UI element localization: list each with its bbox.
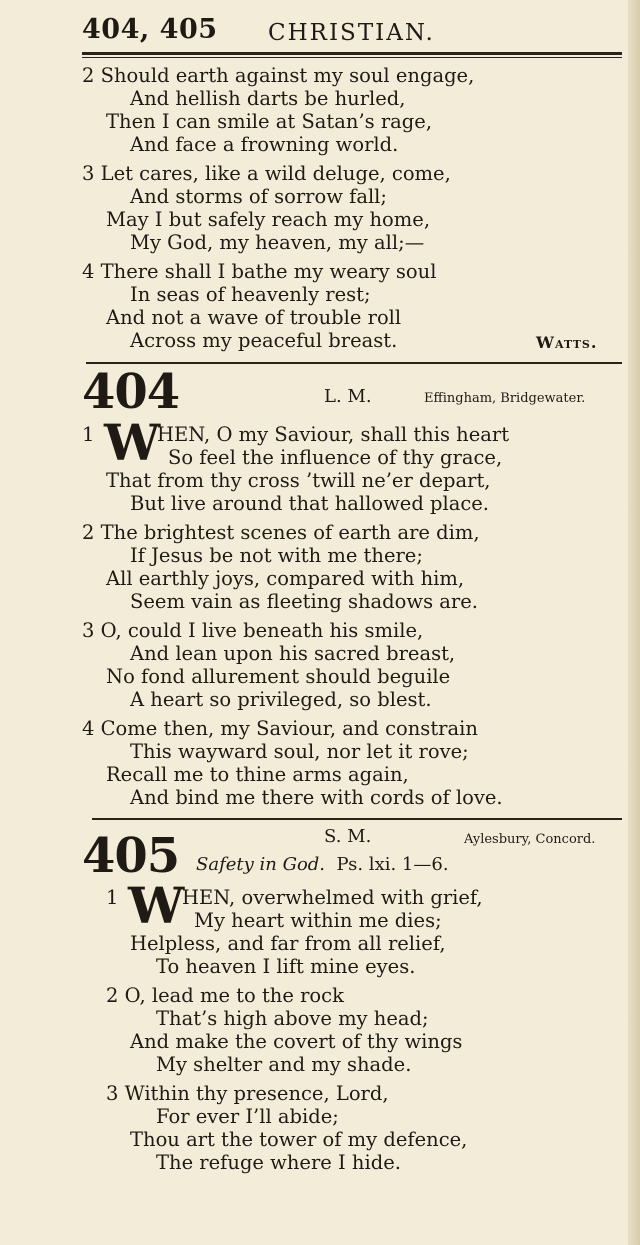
stanza-number: 2 xyxy=(106,984,119,1007)
stanza-number: 3 xyxy=(106,1082,119,1105)
section-title: CHRISTIAN. xyxy=(268,20,435,46)
stanza-number: 1 xyxy=(106,886,119,909)
header-rule-thin xyxy=(82,57,622,58)
stanza-line: And not a wave of trouble roll xyxy=(106,306,402,329)
hymn-number: 404 xyxy=(82,364,180,420)
drop-cap: W xyxy=(128,876,185,935)
stanza-number: 2 xyxy=(82,521,95,544)
page-numbers: 404, 405 xyxy=(82,14,218,45)
stanza-line: To heaven I lift mine eyes. xyxy=(156,955,416,978)
stanza-number: 3 xyxy=(82,162,95,185)
stanza-line: Then I can smile at Satan’s rage, xyxy=(106,110,433,133)
stanza-line: HEN, overwhelmed with grief, xyxy=(182,886,483,909)
stanza-line: My shelter and my shade. xyxy=(156,1053,412,1076)
hymn-meter: S. M. xyxy=(324,826,372,847)
stanza-line: And lean upon his sacred breast, xyxy=(130,642,456,665)
stanza-line: That’s high above my head; xyxy=(156,1007,429,1030)
stanza-line: And bind me there with cords of love. xyxy=(130,786,503,809)
stanza-line: For ever I’ll abide; xyxy=(156,1105,339,1128)
hymn-subtitle xyxy=(196,854,449,875)
stanza-line: 2 The brightest scenes of earth are dim, xyxy=(82,521,480,544)
stanza-line xyxy=(82,423,94,446)
stanza-line: May I but safely reach my home, xyxy=(106,208,431,231)
stanza-line: 3 Within thy presence, Lord, xyxy=(106,1082,389,1105)
stanza-line: That from thy cross ’twill ne’er depart, xyxy=(106,469,491,492)
stanza-line: This wayward soul, nor let it rove; xyxy=(130,740,469,763)
hymn-meter: L. M. xyxy=(324,386,372,407)
stanza-line: 3 Let cares, like a wild deluge, come, xyxy=(82,162,451,185)
stanza-line: And storms of sorrow fall; xyxy=(130,185,387,208)
stanza-line: And hellish darts be hurled, xyxy=(130,87,406,110)
stanza-line: Recall me to thine arms again, xyxy=(106,763,409,786)
page-edge xyxy=(628,0,640,1245)
stanza-line: In seas of heavenly rest; xyxy=(130,283,371,306)
stanza-line: 2 O, lead me to the rock xyxy=(106,984,344,1007)
stanza-line: Helpless, and far from all relief, xyxy=(130,932,446,955)
hymn-number: 405 xyxy=(82,828,180,884)
stanza-line: 4 Come then, my Saviour, and constrain xyxy=(82,717,478,740)
scripture-reference: Ps. lxi. 1—6. xyxy=(336,854,449,875)
stanza-number: 4 xyxy=(82,260,95,283)
stanza-line: 4 There shall I bathe my weary soul xyxy=(82,260,437,283)
stanza-line: If Jesus be not with me there; xyxy=(130,544,423,567)
stanza-line: Across my peaceful breast. xyxy=(130,329,398,352)
subtitle-theme: Safety in God. xyxy=(196,854,326,875)
stanza-line: But live around that hallowed place. xyxy=(130,492,490,515)
stanza-line: And make the covert of thy wings xyxy=(130,1030,463,1053)
stanza-line xyxy=(106,886,118,909)
tune-names: Effingham, Bridgewater. xyxy=(424,391,586,406)
stanza-line: Thou art the tower of my defence, xyxy=(130,1128,468,1151)
stanza-line: Seem vain as fleeting shadows are. xyxy=(130,590,478,613)
stanza-number: 3 xyxy=(82,619,95,642)
stanza-number: 1 xyxy=(82,423,95,446)
stanza-line: 3 O, could I live beneath his smile, xyxy=(82,619,424,642)
stanza-line: No fond allurement should beguile xyxy=(106,665,451,688)
header-rule xyxy=(82,52,622,55)
stanza-line: A heart so privileged, so blest. xyxy=(130,688,432,711)
stanza-line: And face a frowning world. xyxy=(130,133,399,156)
tune-names: Aylesbury, Concord. xyxy=(464,832,596,847)
hymn-divider xyxy=(92,818,622,820)
stanza-line: So feel the influence of thy grace, xyxy=(168,446,503,469)
stanza-line: My heart within me dies; xyxy=(194,909,442,932)
drop-cap: W xyxy=(104,413,161,472)
stanza-number: 2 xyxy=(82,64,95,87)
stanza-line: HEN, O my Saviour, shall this heart xyxy=(157,423,510,446)
stanza-number: 4 xyxy=(82,717,95,740)
stanza-line: All earthly joys, compared with him, xyxy=(106,567,465,590)
page-header xyxy=(82,10,622,50)
stanza-line: My God, my heaven, my all;— xyxy=(130,231,425,254)
stanza-line: 2 Should earth against my soul engage, xyxy=(82,64,475,87)
stanza-line: The refuge where I hide. xyxy=(156,1151,401,1174)
author-attribution: Watts. xyxy=(536,333,598,352)
